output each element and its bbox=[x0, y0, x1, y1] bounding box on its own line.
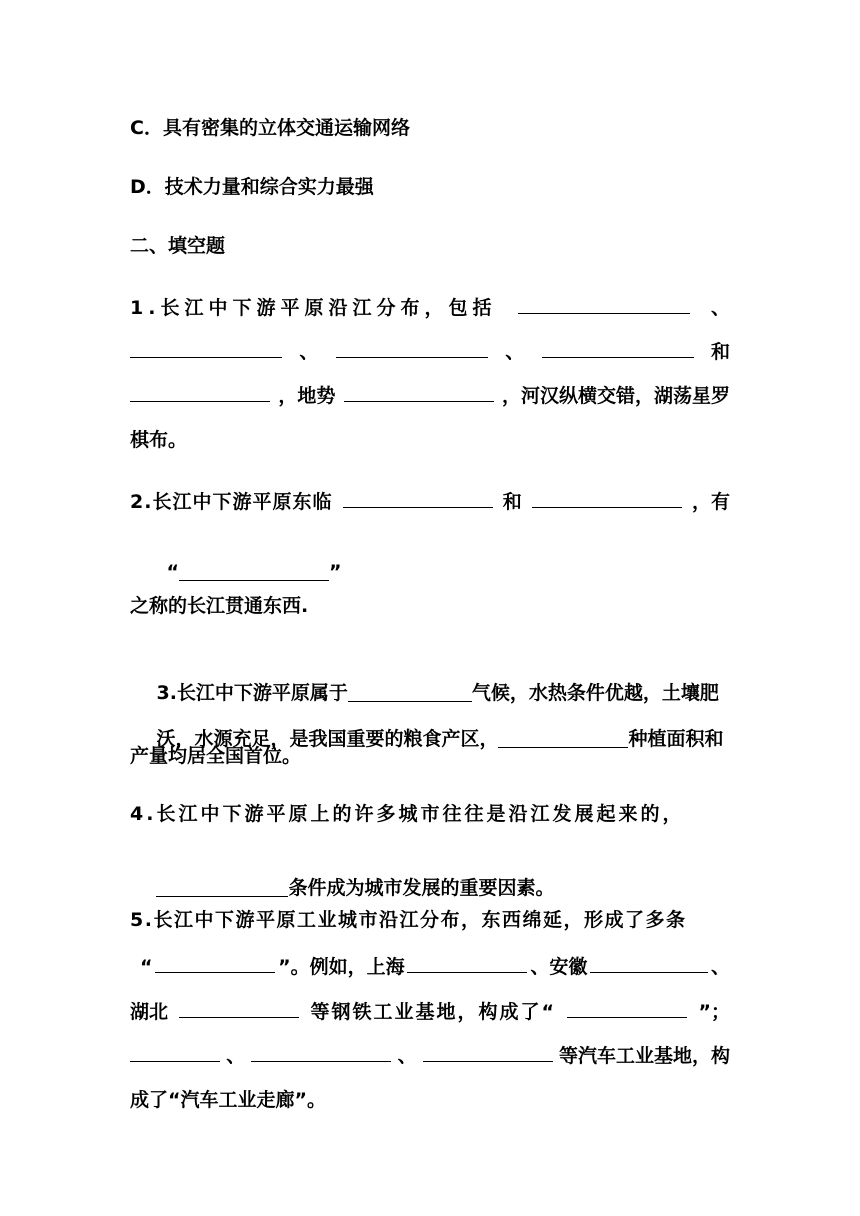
q3-line2b: 种植面积和 bbox=[628, 728, 724, 750]
q5-l4b: 、 bbox=[397, 1045, 417, 1067]
q5-blank-6[interactable] bbox=[130, 1041, 220, 1062]
q5-l2c: 、 bbox=[710, 956, 730, 978]
option-d: D．技术力量和综合实力最强 bbox=[130, 176, 374, 198]
q5-blank-3[interactable] bbox=[590, 952, 708, 973]
q5-line2 bbox=[130, 952, 730, 981]
q1-blank-6[interactable] bbox=[344, 381, 494, 402]
q3-mid: 气候，水热条件优越，土壤肥 bbox=[471, 682, 719, 704]
q5-l2b: 、安徽 bbox=[530, 956, 588, 978]
q2-prefix: 2.长江中下游平原东临 bbox=[130, 491, 333, 513]
q2-has: ，有 bbox=[691, 491, 730, 513]
q2-blank-2[interactable] bbox=[532, 487, 682, 508]
q5-blank-4[interactable] bbox=[179, 997, 299, 1018]
option-c: C．具有密集的立体交通运输网络 bbox=[130, 117, 410, 139]
q2-close-quote: ” bbox=[328, 561, 342, 583]
section-title: 二、填空题 bbox=[130, 235, 226, 257]
q5-blank-1[interactable] bbox=[155, 952, 275, 973]
q1-rest: ，河汉纵横交错，湖荡星罗 bbox=[501, 385, 730, 407]
q1-blank-5[interactable] bbox=[130, 381, 270, 402]
q2-blank-3[interactable] bbox=[179, 560, 329, 581]
q1-blank-4[interactable] bbox=[542, 337, 694, 358]
q2-blank-1[interactable] bbox=[343, 487, 493, 508]
q1-line2 bbox=[130, 337, 730, 366]
q1-line3 bbox=[130, 381, 730, 410]
q3-prefix: 3.长江中下游平原属于 bbox=[156, 682, 348, 704]
q5-l3c: ”； bbox=[698, 1001, 730, 1023]
q3-line2a: 沃，水源充足，是我国重要的粮食产区， bbox=[156, 728, 499, 750]
q5-blank-2[interactable] bbox=[407, 952, 527, 973]
q4-rest: 条件成为城市发展的重要因素。 bbox=[288, 877, 555, 899]
q5-blank-8[interactable] bbox=[423, 1041, 553, 1062]
q1-sep: 、 bbox=[710, 297, 730, 319]
q4-line1: 4.长江中下游平原上的许多城市往往是沿江发展起来的， bbox=[130, 803, 685, 825]
q5-line4 bbox=[130, 1041, 730, 1070]
q5-blank-5[interactable] bbox=[567, 997, 687, 1018]
q1-sep: 、 bbox=[299, 341, 319, 363]
q5-l2a: ”。例如，上海 bbox=[278, 956, 405, 978]
q5-l4c: 等汽车工业基地，构 bbox=[558, 1045, 730, 1067]
q5-l3b: 等钢铁工业基地，构成了“ bbox=[310, 1001, 556, 1023]
q1-end: 棋布。 bbox=[130, 429, 188, 451]
q2-and: 和 bbox=[502, 491, 522, 513]
q5-open-quote: “ bbox=[140, 956, 153, 978]
q2-line1 bbox=[130, 487, 730, 516]
q1-terrain: ，地势 bbox=[278, 385, 336, 407]
q5-blank-7[interactable] bbox=[251, 1041, 391, 1062]
q2-open-quote: “ bbox=[166, 561, 179, 583]
q3-end: 产量均居全国首位。 bbox=[130, 745, 302, 767]
q1-and: 和 bbox=[710, 341, 730, 363]
q1-sep: 、 bbox=[505, 341, 525, 363]
q1-blank-1[interactable] bbox=[518, 293, 690, 314]
q5-l3a: 湖北 bbox=[130, 1001, 169, 1023]
q5-l4a: 、 bbox=[226, 1045, 246, 1067]
q5-line1: 5.长江中下游平原工业城市沿江分布，东西绵延，形成了多条 bbox=[130, 909, 687, 931]
q1-prefix: 1.长江中下游平原沿江分布，包括 bbox=[130, 297, 497, 319]
q2-end: 之称的长江贯通东西. bbox=[130, 595, 309, 617]
q1-line1 bbox=[130, 293, 730, 322]
q4-blank-1[interactable] bbox=[156, 876, 288, 897]
q5-line3 bbox=[130, 997, 730, 1026]
q1-blank-2[interactable] bbox=[130, 337, 282, 358]
q1-blank-3[interactable] bbox=[336, 337, 488, 358]
q5-end: 成了“汽车工业走廊”。 bbox=[130, 1089, 326, 1111]
